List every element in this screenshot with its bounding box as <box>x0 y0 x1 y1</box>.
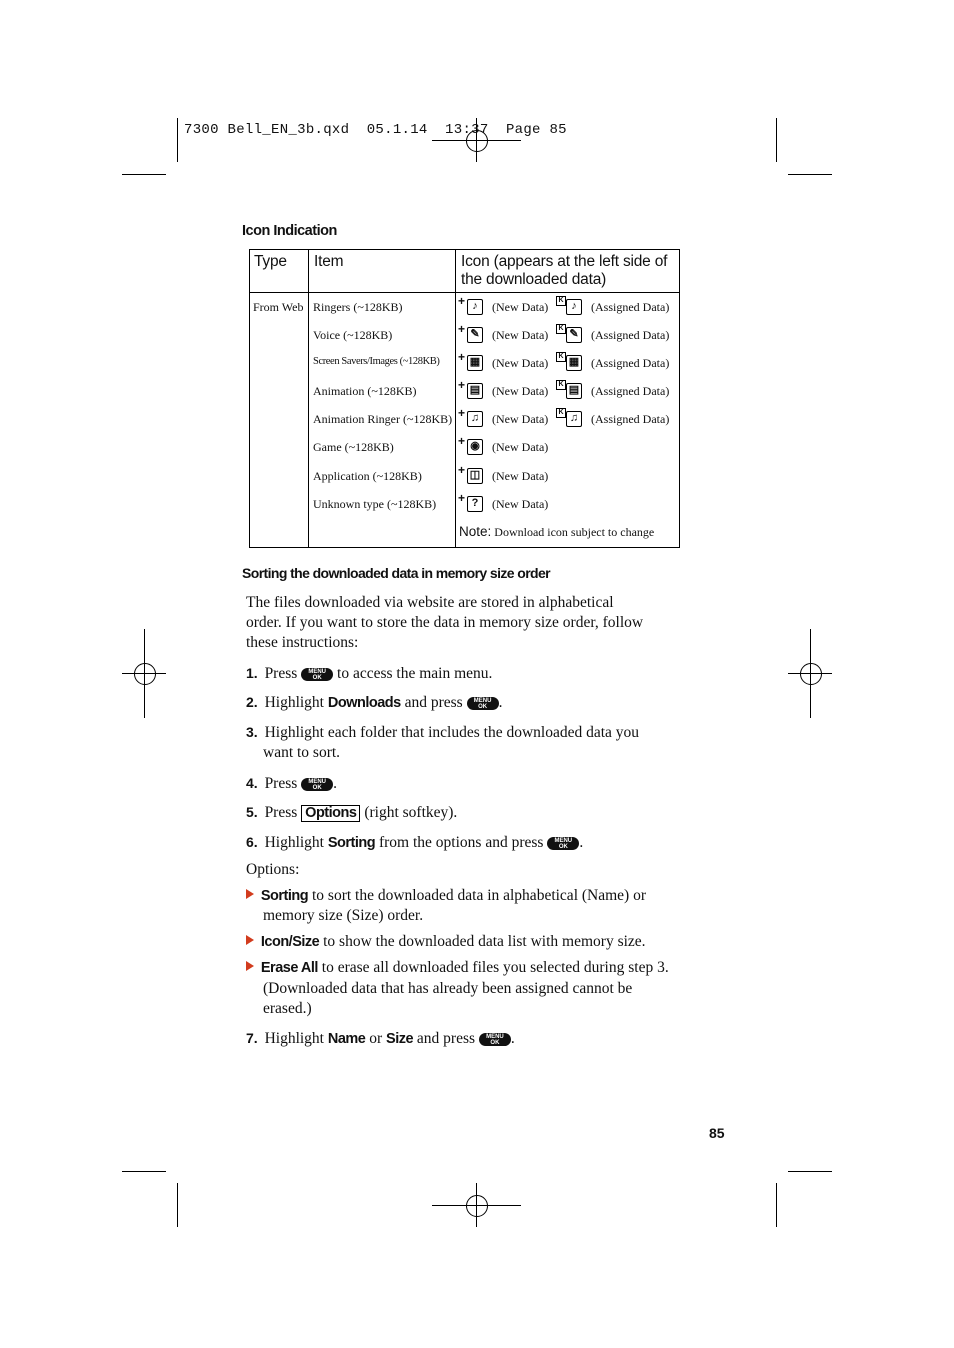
option-erase-all-line-3: erased.) <box>263 1000 312 1017</box>
step-text: Highlight each folder that includes the downloaded data you <box>264 724 640 741</box>
menu-key-label: MENU <box>308 669 326 675</box>
menu-key-label: MENU <box>486 1034 504 1040</box>
ringer-new-icon: + ♪ <box>458 296 484 316</box>
item-cell: Animation (~128KB) <box>313 384 417 398</box>
menu-keyword: Downloads <box>327 695 401 711</box>
print-slug: 7300 Bell_EN_3b.qxd 05.1.14 13:37 Page 85 <box>184 122 567 138</box>
ringer-assigned-icon: K ♪ <box>556 296 582 316</box>
option-erase-all-line-2: (Downloaded data that has already been assigned cannot be <box>263 980 633 997</box>
image-new-icon: + ▦ <box>458 352 484 372</box>
option-sorting-continued: memory size (Size) order. <box>263 907 424 924</box>
image-assigned-icon: K ▦ <box>556 352 582 372</box>
intro-line-1: The files downloaded via website are stored in alphabetical <box>246 594 614 611</box>
new-data-label: (New Data) <box>492 300 549 314</box>
option-sorting <box>246 886 646 906</box>
step-number: 2. <box>246 694 258 710</box>
step-text: Highlight <box>264 694 324 711</box>
new-data-label: (New Data) <box>492 497 549 511</box>
step-6 <box>246 832 583 853</box>
crop-mark-bottom-left-v <box>177 1183 178 1227</box>
crop-mark-bottom-right-v <box>776 1183 777 1227</box>
ok-key-label: OK <box>558 844 568 850</box>
step-number: 5. <box>246 804 258 820</box>
new-data-label: (New Data) <box>492 440 549 454</box>
options-softkey: Options <box>301 805 360 822</box>
sorting-heading: Sorting the downloaded data in memory size order <box>242 565 551 581</box>
voice-assigned-icon: K ✎ <box>556 324 582 344</box>
item-cell: Animation Ringer (~128KB) <box>313 412 453 426</box>
application-new-icon: + ◫ <box>458 465 484 485</box>
item-cell: Screen Savers/Images (~128KB) <box>313 356 440 367</box>
step-text: Highlight <box>264 834 324 851</box>
step-number: 1. <box>246 665 258 681</box>
animation-new-icon: + ▤ <box>458 380 484 400</box>
step-text: (right softkey). <box>364 804 458 821</box>
step-text: and press <box>404 694 463 711</box>
step-text: Highlight <box>264 1030 324 1047</box>
menu-keyword: Name <box>327 1031 366 1047</box>
option-erase-all <box>246 958 669 978</box>
ok-key-label: OK <box>312 675 322 681</box>
step-4 <box>246 773 337 794</box>
page-number: 85 <box>709 1125 725 1141</box>
menu-keyword: Sorting <box>327 835 376 851</box>
step-text: . <box>498 694 503 711</box>
menu-ok-key-icon <box>301 778 333 791</box>
new-data-label: (New Data) <box>492 384 549 398</box>
note-text: Download icon subject to change <box>494 525 655 539</box>
step-number: 4. <box>246 775 258 791</box>
crop-mark-top-right-v <box>776 118 777 162</box>
step-text: . <box>333 775 338 792</box>
assigned-data-label: (Assigned Data) <box>591 328 670 342</box>
option-keyword: Sorting <box>260 888 309 904</box>
column-header-type: Type <box>254 253 287 270</box>
column-header-icon: Icon (appears at the left side of the downloaded data) <box>461 253 668 288</box>
column-header-item: Item <box>314 253 344 270</box>
step-number: 6. <box>246 834 258 850</box>
crop-mark-top-left-v <box>177 118 178 162</box>
step-3-continued: want to sort. <box>263 744 341 761</box>
bullet-arrow-icon <box>246 935 254 945</box>
icon-indication-heading: Icon Indication <box>242 223 337 239</box>
ok-key-label: OK <box>478 704 488 710</box>
option-text: to sort the downloaded data in alphabetical (Name) or <box>312 887 646 904</box>
step-1 <box>246 663 492 684</box>
item-cell: Ringers (~128KB) <box>313 300 403 314</box>
new-data-label: (New Data) <box>492 328 549 342</box>
icon-indication-table <box>249 249 680 548</box>
ok-key-label: OK <box>490 1040 500 1046</box>
note-label: Note: <box>459 524 492 539</box>
step-number: 3. <box>246 724 258 740</box>
crop-mark-bottom-right-h <box>788 1171 832 1172</box>
animation-ringer-assigned-icon: K ♫ <box>556 408 582 428</box>
step-text: from the options and press <box>378 834 544 851</box>
table-note <box>459 524 654 540</box>
item-cell: Game (~128KB) <box>313 440 394 454</box>
step-7 <box>246 1028 515 1049</box>
assigned-data-label: (Assigned Data) <box>591 384 670 398</box>
step-text: Press <box>264 775 298 792</box>
intro-line-2: order. If you want to store the data in memory size order, follow <box>246 614 644 631</box>
step-3 <box>246 722 639 743</box>
option-text: to show the downloaded data list with memory size. <box>323 933 646 950</box>
menu-ok-key-icon <box>547 837 579 850</box>
option-icon-size <box>246 932 646 952</box>
option-keyword: Icon/Size <box>260 934 320 950</box>
ok-key-label: OK <box>312 785 322 791</box>
menu-ok-key-icon <box>479 1033 511 1046</box>
voice-new-icon: + ✎ <box>458 324 484 344</box>
unknown-new-icon: + ? <box>458 493 484 513</box>
item-cell: Application (~128KB) <box>313 469 422 483</box>
menu-ok-key-icon <box>467 697 499 710</box>
menu-key-label: MENU <box>554 838 573 844</box>
menu-key-label: MENU <box>473 698 492 704</box>
new-data-label: (New Data) <box>492 469 549 483</box>
menu-key-label: MENU <box>308 779 326 785</box>
crop-mark-bottom-left-h <box>122 1171 166 1172</box>
option-text: to erase all downloaded files you selected during step 3. <box>321 959 669 976</box>
new-data-label: (New Data) <box>492 412 549 426</box>
step-text: and press <box>416 1030 476 1047</box>
step-text: or <box>369 1030 383 1047</box>
crop-mark-top-right-h <box>788 174 832 175</box>
intro-line-3: these instructions: <box>246 634 359 651</box>
step-5 <box>246 802 457 823</box>
step-text: . <box>579 834 584 851</box>
option-keyword: Erase All <box>260 960 318 976</box>
menu-keyword: Size <box>386 1031 414 1047</box>
new-data-label: (New Data) <box>492 356 549 370</box>
assigned-data-label: (Assigned Data) <box>591 412 670 426</box>
type-cell: From Web <box>253 300 304 314</box>
item-cell: Voice (~128KB) <box>313 328 393 342</box>
animation-assigned-icon: K ▤ <box>556 380 582 400</box>
step-text: Press <box>264 804 298 821</box>
assigned-data-label: (Assigned Data) <box>591 300 670 314</box>
step-text: to access the main menu. <box>337 665 493 682</box>
menu-ok-key-icon <box>301 668 333 681</box>
step-text: . <box>510 1030 515 1047</box>
options-label: Options: <box>246 861 300 878</box>
bullet-arrow-icon <box>246 889 254 899</box>
game-new-icon: + ◉ <box>458 436 484 456</box>
animation-ringer-new-icon: + ♫ <box>458 408 484 428</box>
bullet-arrow-icon <box>246 961 254 971</box>
assigned-data-label: (Assigned Data) <box>591 356 670 370</box>
item-cell: Unknown type (~128KB) <box>313 497 437 511</box>
step-text: Press <box>264 665 298 682</box>
crop-mark-top-left-h <box>122 174 166 175</box>
step-number: 7. <box>246 1030 258 1046</box>
step-2 <box>246 692 502 713</box>
